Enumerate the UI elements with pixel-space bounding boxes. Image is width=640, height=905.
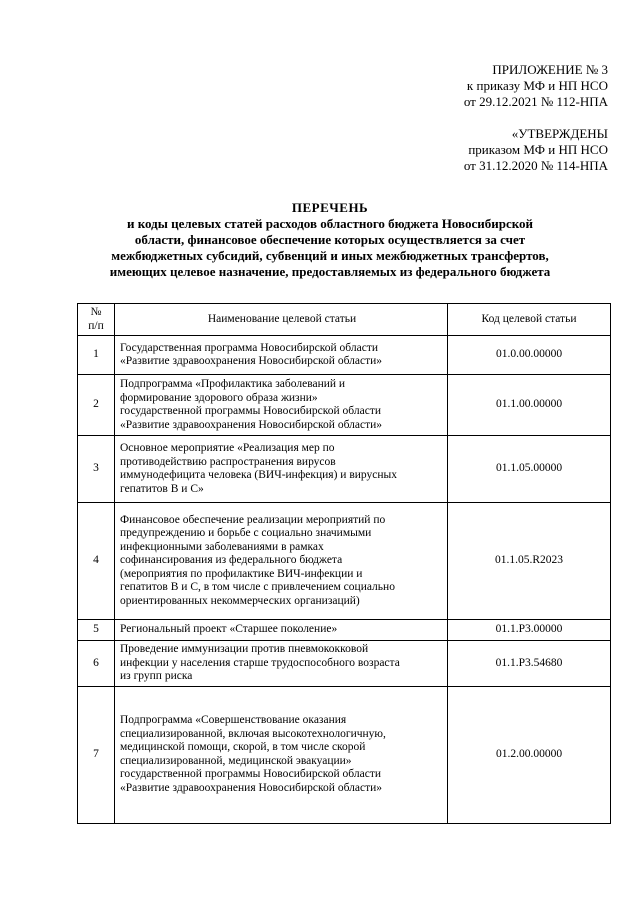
appendix-order-ref: к приказу МФ и НП НСО bbox=[466, 78, 608, 93]
row-code: 01.1.05.00000 bbox=[448, 436, 611, 503]
row-name-line: Проведение иммунизации против пневмококковой bbox=[120, 643, 369, 655]
row-name-line: гепатитов В и С, в том числе с привлечением социально bbox=[120, 581, 395, 594]
row-name-line: противодействию распространения вирусов bbox=[120, 455, 336, 468]
appendix-block bbox=[368, 62, 608, 174]
row-name-line: медицинской помощи, скорой, в том числе скорой bbox=[120, 741, 366, 753]
row-name bbox=[115, 336, 448, 375]
document-subtitle-line: межбюджетных субсидий, субвенций и иных межбюджетных трансфертов, bbox=[111, 248, 549, 263]
row-name bbox=[115, 503, 448, 620]
column-header-name: Наименование целевой статьи bbox=[115, 304, 448, 336]
table-row bbox=[78, 686, 611, 823]
row-name-line: специализированной, медицинской эвакуации» bbox=[120, 754, 352, 767]
column-header-number-line: № bbox=[90, 306, 102, 318]
row-name-line: государственной программы Новосибирской области bbox=[120, 405, 382, 417]
row-code: 01.0.00.00000 bbox=[448, 336, 611, 375]
approved-order-date: от 31.12.2020 № 114-НПА bbox=[463, 158, 608, 173]
row-name-line: Государственная программа Новосибирской области bbox=[120, 341, 378, 354]
appendix-order-date: от 29.12.2021 № 112-НПА bbox=[463, 94, 608, 109]
target-articles-table bbox=[77, 303, 611, 824]
document-subtitle-line: и коды целевых статей расходов областного бюджета Новосибирской bbox=[126, 216, 534, 231]
approved-block bbox=[368, 126, 608, 174]
document-heading bbox=[60, 200, 600, 280]
row-name-line: «Развитие здравоохранения Новосибирской области» bbox=[120, 781, 383, 794]
row-name bbox=[115, 686, 448, 823]
row-code: 01.1.05.R2023 bbox=[448, 503, 611, 620]
approved-title: «УТВЕРЖДЕНЫ bbox=[511, 126, 608, 141]
document-subtitle-line: имеющих целевое назначение, предоставляемых из федерального бюджета bbox=[109, 264, 551, 279]
column-header-number bbox=[78, 304, 115, 336]
row-name-line: специализированной, включая высокотехнологичную, bbox=[120, 727, 386, 740]
row-name-line: ориентированных некоммерческих организаций) bbox=[120, 594, 360, 607]
row-name-line: Подпрограмма «Профилактика заболеваний и bbox=[120, 378, 346, 390]
appendix-title: ПРИЛОЖЕНИЕ № 3 bbox=[492, 62, 608, 77]
row-name-line: (мероприятия по профилактике ВИЧ-инфекции и bbox=[120, 567, 363, 580]
table-row bbox=[78, 620, 611, 641]
row-number: 5 bbox=[78, 620, 115, 641]
row-code: 01.1.P3.54680 bbox=[448, 641, 611, 687]
row-name-line: софинансирования из федерального бюджета bbox=[120, 554, 343, 567]
row-number: 3 bbox=[78, 436, 115, 503]
row-name-line: иммунодефицита человека (ВИЧ-инфекция) и вирусных bbox=[120, 469, 397, 481]
row-code: 01.2.00.00000 bbox=[448, 686, 611, 823]
row-name-line: «Развитие здравоохранения Новосибирской области» bbox=[120, 355, 383, 367]
row-name-line: «Развитие здравоохранения Новосибирской области» bbox=[120, 418, 383, 431]
row-code: 01.1.P3.00000 bbox=[448, 620, 611, 641]
row-name-line: предупреждению и борьбе с социально значимыми bbox=[120, 527, 372, 540]
row-name-line: инфекционными заболеваниями в рамках bbox=[120, 540, 324, 553]
row-name-line: Финансовое обеспечение реализации мероприятий по bbox=[120, 513, 386, 526]
table-row bbox=[78, 436, 611, 503]
approved-order-ref: приказом МФ и НП НСО bbox=[468, 142, 608, 157]
table-row bbox=[78, 641, 611, 687]
row-name-line: формирование здорового образа жизни» bbox=[120, 391, 318, 404]
row-name-line: Основное мероприятие «Реализация мер по bbox=[120, 442, 335, 454]
row-number: 6 bbox=[78, 641, 115, 687]
row-code: 01.1.00.00000 bbox=[448, 375, 611, 436]
row-name-line: Региональный проект «Старшее поколение» bbox=[120, 623, 338, 636]
table-row bbox=[78, 336, 611, 375]
row-name-line: государственной программы Новосибирской области bbox=[120, 768, 382, 780]
document-subtitle-line: области, финансовое обеспечение которых осуществляется за счет bbox=[134, 232, 526, 247]
document-title: ПЕРЕЧЕНЬ bbox=[291, 200, 369, 215]
table-row bbox=[78, 503, 611, 620]
table-row bbox=[78, 375, 611, 436]
row-name-line: из групп риска bbox=[120, 670, 193, 682]
column-header-code: Код целевой статьи bbox=[448, 304, 611, 336]
row-name-line: гепатитов В и С» bbox=[120, 482, 204, 495]
row-number: 2 bbox=[78, 375, 115, 436]
row-number: 7 bbox=[78, 686, 115, 823]
column-header-number-line: п/п bbox=[88, 319, 104, 332]
row-name bbox=[115, 375, 448, 436]
row-name bbox=[115, 641, 448, 687]
row-number: 4 bbox=[78, 503, 115, 620]
row-name bbox=[115, 620, 448, 641]
row-name-line: инфекции у населения старше трудоспособного возраста bbox=[120, 656, 400, 669]
row-number: 1 bbox=[78, 336, 115, 375]
table-header-row bbox=[78, 304, 611, 336]
row-name-line: Подпрограмма «Совершенствование оказания bbox=[120, 714, 347, 726]
row-name bbox=[115, 436, 448, 503]
